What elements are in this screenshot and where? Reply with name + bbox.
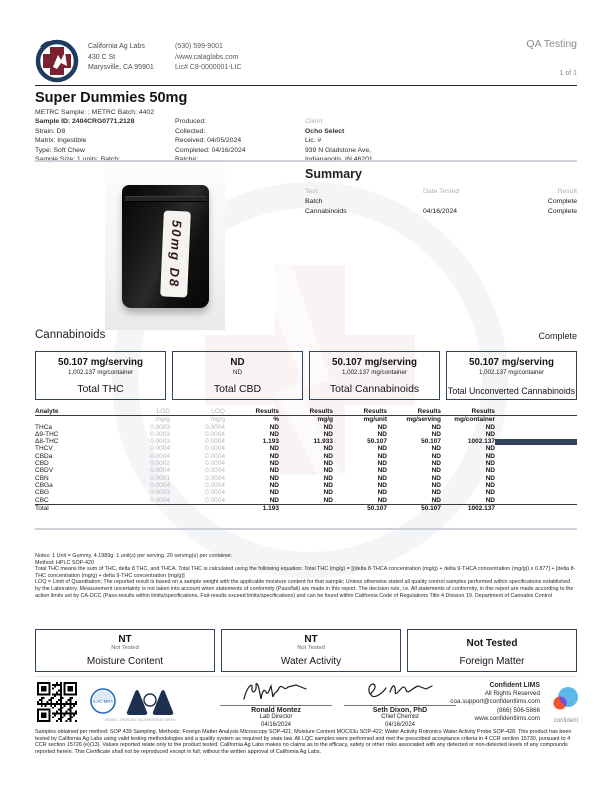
analyte-row	[35, 489, 577, 496]
table-cell: ND	[269, 467, 279, 475]
col-results-mgg: Results	[279, 408, 333, 416]
legal-fine-print: Samples obtained per method: SOP 439 Sampling, Methods: Foreign Matter Analysis Microscopy SOP-421; Moisture Content MOC63u SOP-422; Water Activity Rotronics Water Activity Probe SOP-428. This product has been tested by California Ag Labs using valid testing methodologies and a quality system as required by state law. All LQC samples were performed and met the prescribed acceptance criteria in 4 CCR section 15730, pursuant to 4 CCR section 15726 (e)(13). Values reported relate only to the product tested. California Ag Labs makes no claims as to the efficacy, safety or other risks associated with any detected or non-detected levels of any compounds reported herein. This Certificate shall not be reproduced except in full, without the written approval of California Ag Labs.	[35, 729, 572, 755]
table-cell: ND	[485, 489, 495, 497]
notes-total-thc-paragraph: Total THC means the sum of THC, delta 8 THC, and THCA. Total THC is calculated using the following equation: Total THC (mg/g) = [(delta 8-THCA concentration (mg/g) + delta 9-THCA concentration (mg/g)) x 0.877] + [delta 8-THC concentration (mg/g) + delta 9-THC concentration (mg/g)]	[35, 566, 576, 579]
bar-cell	[495, 467, 577, 474]
total-cannabinoids-value: 50.107 mg/serving	[332, 357, 417, 368]
total-unconverted-box	[446, 351, 577, 400]
completed-line: Completed: 04/16/2024	[175, 146, 246, 154]
section-divider	[35, 160, 577, 162]
table-cell: CBC	[35, 496, 49, 504]
table-cell: CBD	[35, 460, 49, 468]
table-cell: 1.193	[225, 504, 279, 512]
client-label: Client	[305, 118, 323, 125]
produced-line: Produced:	[175, 118, 206, 125]
summary-test-name: Batch	[305, 198, 323, 205]
total-cannabinoids-per-container: 1,002.137 mg/container	[341, 369, 407, 376]
bag-handwritten-label	[160, 210, 191, 297]
table-cell: 0.0004	[205, 489, 225, 497]
table-cell: ND	[323, 452, 333, 460]
table-cell	[35, 416, 115, 424]
lab-logo	[33, 37, 81, 85]
confident-logo-word: confident	[553, 718, 579, 724]
col-results-pct: Results	[225, 408, 279, 416]
table-cell: ND	[431, 452, 441, 460]
signature-line	[220, 705, 332, 706]
confident-rights: All Rights Reserved	[484, 690, 540, 698]
table-cell: Δ8-THC	[35, 438, 59, 446]
table-cell: ND	[485, 467, 495, 475]
analyte-row	[35, 438, 577, 445]
total-row	[35, 504, 577, 512]
total-cannabinoids-label: Total Cannabinoids	[329, 383, 420, 395]
table-cell: CBDa	[35, 452, 53, 460]
table-cell: ND	[431, 423, 441, 431]
product-photo	[105, 166, 225, 330]
total-cbd-label: Total CBD	[213, 383, 262, 395]
table-cell: ND	[431, 460, 441, 468]
a2la-logo	[127, 690, 173, 715]
analyte-row	[35, 453, 577, 460]
lab-website: /www.calaglabs.com	[175, 53, 239, 61]
summary-col-result: Result	[557, 188, 577, 195]
total-cbd-box	[172, 351, 303, 400]
lab-contact-block	[175, 42, 242, 74]
client-name: Ocho Select	[305, 127, 345, 135]
col-results-mgserving: Results	[387, 408, 441, 416]
table-cell: 1.193	[262, 438, 279, 446]
table-cell: ND	[431, 467, 441, 475]
total-unconverted-label: Total Unconverted Cannabinoids	[447, 386, 576, 396]
table-cell	[170, 504, 225, 512]
analyte-row	[35, 467, 577, 474]
confident-logo-icon	[547, 686, 585, 712]
qr-code-image	[37, 682, 77, 722]
water-activity-box	[221, 629, 401, 672]
accreditation-logos	[85, 686, 195, 722]
analyte-header-row	[35, 408, 577, 416]
table-cell: ND	[269, 452, 279, 460]
summary-header-row	[305, 187, 577, 197]
lab-address-1: 430 C St	[88, 53, 116, 61]
table-cell: 0.0004	[205, 496, 225, 504]
analyte-row	[35, 497, 577, 505]
table-cell: ND	[377, 481, 387, 489]
col-bar-spacer	[495, 408, 577, 416]
table-bottom-divider	[35, 528, 577, 530]
total-thc-label: Total THC	[77, 383, 124, 395]
col-loq: LOQ	[170, 408, 225, 416]
table-cell: ND	[323, 467, 333, 475]
table-cell: ND	[485, 474, 495, 482]
table-cell	[115, 504, 170, 512]
total-unconverted-per-container: 1,002.137 mg/container	[478, 369, 544, 376]
lab-info-block	[88, 42, 154, 74]
table-cell: 0.0003	[150, 489, 170, 497]
table-cell: ND	[323, 430, 333, 438]
col-analyte: Analyte	[35, 408, 115, 416]
table-cell: ND	[269, 496, 279, 504]
summary-test-name: Cannabinoids	[305, 208, 347, 215]
table-cell: ND	[377, 430, 387, 438]
moisture-value: NT	[118, 634, 132, 645]
total-cbd-value: ND	[230, 357, 245, 368]
units-row	[35, 416, 577, 424]
table-cell: 0.0004	[205, 474, 225, 482]
table-cell: ND	[377, 467, 387, 475]
summary-col-date: Date Tested	[423, 188, 460, 195]
bar-cell	[495, 460, 577, 467]
table-cell: 50.107	[421, 438, 441, 446]
received-line: Received: 04/05/2024	[175, 137, 242, 144]
table-cell: ND	[485, 460, 495, 468]
table-cell	[279, 504, 333, 512]
signature-date: 04/16/2024	[384, 721, 416, 728]
total-thc-per-container: 1,002.137 mg/container	[67, 369, 133, 376]
bar-cell	[495, 453, 577, 460]
table-cell: ND	[377, 496, 387, 504]
analyte-row	[35, 424, 577, 431]
table-cell: CBN	[35, 474, 49, 482]
lab-license: Lic# C8-0000001-LIC	[175, 64, 242, 71]
table-cell: 0.0004	[205, 467, 225, 475]
table-cell: 0.0004	[205, 452, 225, 460]
sample-strain: Strain: D8	[35, 127, 66, 135]
table-cell: 0.0002	[150, 460, 170, 468]
page-number: 1 of 1	[559, 70, 577, 77]
table-cell: mg/g	[317, 416, 333, 424]
table-cell: ND	[431, 496, 441, 504]
table-cell: ND	[323, 474, 333, 482]
signer-title: Lab Director	[259, 714, 293, 721]
water-activity-label: Water Activity	[280, 656, 342, 667]
table-cell: Δ9-THC	[35, 430, 59, 438]
client-license: Lic. #	[305, 137, 322, 144]
notes-units-line: Notes: 1 Unit = Gummy, 4.1989g. 1 unit(s) per serving. 20 serving(s) per container.	[35, 553, 233, 559]
confident-logo	[547, 686, 585, 724]
signer-name: Ronald Montez	[251, 707, 301, 715]
table-cell: ND	[431, 481, 441, 489]
table-cell: CBGa	[35, 481, 53, 489]
table-cell: ND	[269, 430, 279, 438]
table-cell: ND	[377, 489, 387, 497]
analyte-row	[35, 482, 577, 489]
header-divider	[35, 85, 577, 86]
table-cell: 0.0003	[150, 423, 170, 431]
bar-cell	[495, 475, 577, 482]
total-thc-value: 50.107 mg/serving	[58, 357, 143, 368]
summary-date	[423, 197, 517, 207]
table-cell: ND	[323, 460, 333, 468]
table-cell: mg/unit	[363, 416, 387, 424]
client-address-2: Indianapolis, IN 46201	[305, 156, 373, 163]
notes-block	[35, 553, 577, 599]
table-cell: ND	[485, 496, 495, 504]
table-cell: ND	[431, 430, 441, 438]
foreign-matter-box	[407, 629, 577, 672]
qr-code	[37, 682, 77, 722]
table-cell: 0.0004	[205, 445, 225, 453]
analyte-row	[35, 460, 577, 467]
confident-phone: (866) 506-5866	[496, 706, 540, 714]
bag-label-text: 50mg D8	[166, 219, 185, 289]
table-cell: %	[273, 416, 279, 424]
table-cell: 0.0004	[150, 496, 170, 504]
lab-logo-icon	[33, 37, 81, 85]
accreditation-caption: ISO/IEC 17025:2017 ACCREDITED CERT#	[104, 718, 176, 722]
bar-cell	[495, 504, 577, 512]
dates-info-column	[175, 117, 246, 165]
table-cell: mg/container	[454, 416, 495, 424]
result-highlight-bar	[495, 439, 577, 445]
confident-website: www.confidentlims.com	[474, 714, 540, 722]
sample-matrix: Matrix: Ingestible	[35, 137, 87, 144]
svg-text:ILAC-MRA: ILAC-MRA	[92, 699, 114, 704]
table-cell: ND	[323, 481, 333, 489]
signer-title: Chief Chemist	[381, 714, 419, 721]
table-cell: Total	[35, 504, 115, 512]
summary-col-test: Test	[305, 188, 318, 195]
cannabinoids-status: Complete	[538, 331, 577, 341]
notes-loq-paragraph: LOQ = Limit of Quantitation; The reported result is based on a sample weight with the applicable moisture content for that sample; Unless otherwise stated all quality control samples performed within specifications established by the Laboratory. Measurement uncertainty is not taken into account when statements of conformity (Pass/fail) are made in this report. The decision rule, i.e. All statements of conformity, in this report are made according to the action limits set by CA-DCC (Pass-results within limits/specifications, Fail-results exceed limits/specifications) and can be found within California Code of Regulations Title 4 Division 19. Department of Cannabis Control	[35, 579, 574, 599]
table-cell: 50.107	[333, 504, 387, 512]
table-cell: ND	[485, 423, 495, 431]
analyte-row	[35, 445, 577, 452]
table-cell: ND	[323, 423, 333, 431]
notes-method-line: Method: HPLC SOP-420	[35, 559, 95, 566]
bar-cell	[495, 482, 577, 489]
table-cell: ND	[431, 489, 441, 497]
sample-info-column	[35, 117, 134, 165]
table-cell: mg/serving	[406, 416, 441, 424]
total-cbd-per-container: ND	[233, 369, 242, 376]
bar-cell	[495, 445, 577, 452]
cannabinoids-section-title: Cannabinoids	[35, 329, 106, 341]
summary-row	[305, 197, 577, 207]
lab-phone: (530) 599-9001	[175, 43, 223, 50]
bar-cell	[495, 424, 577, 431]
water-activity-sub: Not Tested	[297, 645, 325, 651]
product-title: Super Dummies 50mg	[35, 90, 188, 106]
table-cell: ND	[323, 489, 333, 497]
sample-bag-image	[122, 185, 209, 308]
table-cell: 0.0004	[205, 438, 225, 446]
table-cell: 0.0004	[150, 445, 170, 453]
table-cell: ND	[431, 474, 441, 482]
table-cell: ND	[269, 474, 279, 482]
moisture-label: Moisture Content	[86, 656, 164, 667]
collected-line: Collected:	[175, 127, 206, 135]
summary-result: Complete	[547, 198, 577, 205]
analyte-row	[35, 431, 577, 438]
qa-testing-label: QA Testing	[526, 38, 577, 50]
analyte-table	[35, 408, 577, 512]
foreign-matter-label: Foreign Matter	[459, 656, 525, 667]
summary-date: 04/16/2024	[423, 208, 458, 215]
signer-name: Seth Dixon, PhD	[372, 707, 428, 715]
sample-type: Type: Soft Chew	[35, 146, 85, 154]
table-cell: ND	[269, 423, 279, 431]
table-cell: ND	[269, 489, 279, 497]
table-cell: ND	[377, 474, 387, 482]
moisture-sub: Not Tested	[111, 645, 139, 651]
client-address-1: 939 N Gladstone Ave,	[305, 146, 372, 154]
signature-scribble	[216, 680, 336, 702]
table-cell: 0.0004	[205, 481, 225, 489]
table-cell: ND	[485, 481, 495, 489]
table-cell: mg/g	[210, 416, 225, 424]
lab-name: California Ag Labs	[88, 43, 145, 50]
table-cell: THCa	[35, 423, 52, 431]
table-cell: ND	[269, 481, 279, 489]
table-cell: ND	[323, 445, 333, 453]
col-results-mgunit: Results	[333, 408, 387, 416]
table-cell: 11.933	[313, 438, 333, 446]
table-cell: 0.0001	[150, 474, 170, 482]
table-cell: 0.0004	[150, 481, 170, 489]
table-cell: 0.0004	[150, 452, 170, 460]
table-cell: 0.0003	[150, 438, 170, 446]
table-cell: ND	[485, 452, 495, 460]
bar-cell	[495, 438, 577, 445]
table-cell: 1002.137	[441, 504, 495, 512]
analyte-row	[35, 475, 577, 482]
confident-lims-block	[392, 682, 540, 723]
metrc-line: METRC Sample: ; METRC Batch: 4402	[35, 109, 154, 116]
lab-address-2: Marysville, CA 95901	[88, 64, 154, 71]
summary-result: Complete	[547, 208, 577, 215]
sample-id: Sample ID: 2404CRG0771.2128	[35, 118, 135, 125]
bar-cell	[495, 431, 577, 438]
table-cell: mg/g	[155, 416, 170, 424]
client-info-column	[305, 117, 373, 165]
table-cell: ND	[269, 460, 279, 468]
col-results-mgcontainer: Results	[441, 408, 495, 416]
moisture-content-box	[35, 629, 215, 672]
table-cell: ND	[377, 445, 387, 453]
water-activity-value: NT	[304, 634, 318, 645]
table-cell: ND	[377, 452, 387, 460]
bar-cell	[495, 489, 577, 496]
table-cell: THCV	[35, 445, 53, 453]
total-cannabinoids-box	[309, 351, 440, 400]
table-cell: ND	[323, 496, 333, 504]
sample-size: Sample Size: 1 units; Batch:	[35, 156, 121, 163]
table-cell: 0.0004	[150, 467, 170, 475]
table-cell: ND	[377, 460, 387, 468]
col-lod: LOD	[115, 408, 170, 416]
confident-email: coa.support@confidentlims.com	[450, 698, 540, 706]
footer-divider	[35, 676, 577, 677]
table-cell: 0.0004	[205, 430, 225, 438]
total-thc-box	[35, 351, 166, 400]
table-cell: ND	[485, 430, 495, 438]
table-cell: CBG	[35, 489, 50, 497]
table-cell: ND	[377, 423, 387, 431]
signature-date: 04/16/2024	[260, 721, 292, 728]
signature-block-lab-director	[216, 680, 336, 729]
table-cell: CBDV	[35, 467, 54, 475]
ilac-mra-logo	[91, 689, 115, 713]
table-cell: 0.0004	[205, 460, 225, 468]
confident-lims-title: Confident LIMS	[489, 682, 540, 689]
batch-number-line: Batch#:	[175, 156, 199, 163]
summary-title: Summary	[305, 167, 362, 181]
table-cell: ND	[269, 445, 279, 453]
bag-zipper	[125, 196, 206, 202]
table-cell: 1002.137	[467, 438, 495, 446]
table-cell: 0.0003	[150, 430, 170, 438]
table-cell: 0.0004	[205, 423, 225, 431]
table-cell: 50.107	[367, 438, 387, 446]
foreign-matter-value: Not Tested	[466, 638, 518, 649]
table-cell: 50.107	[387, 504, 441, 512]
bar-cell	[495, 497, 577, 505]
bar-cell	[495, 416, 577, 424]
summary-section	[305, 167, 577, 217]
table-cell: ND	[485, 445, 495, 453]
table-cell: ND	[431, 445, 441, 453]
total-unconverted-value: 50.107 mg/serving	[469, 357, 554, 368]
summary-row	[305, 207, 577, 217]
